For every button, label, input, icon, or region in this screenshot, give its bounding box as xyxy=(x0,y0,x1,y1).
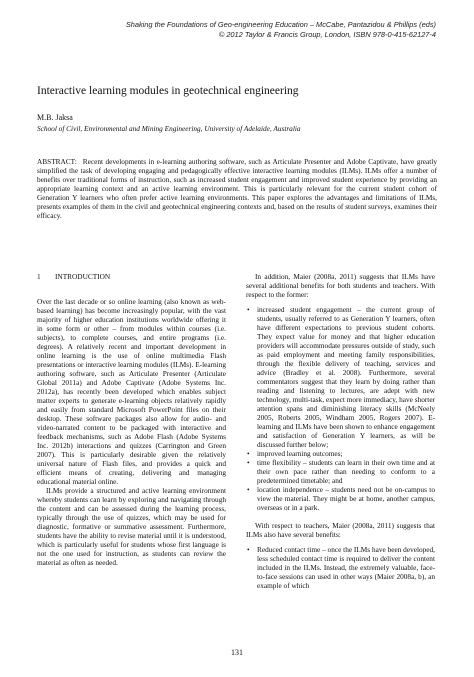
bullet-icon: • xyxy=(247,449,250,458)
author-name: M.B. Jaksa xyxy=(37,113,73,122)
abstract-text: Recent developments in e-learning authoring software, such as Articulate Presenter and Adobe Captivate, have greatly simplified the task of developing engaging and pedagogically effective interactive learning modules (ILMs). ILMs offer a number of benefits over traditional forms of instruction, such as increased student engagement and improved student experience by providing an appropriate learning context and an active learning environment. This is particularly relevant for the current student cohort of Generation Y learners who often prefer active learning environments. This paper explores the advantages and limitations of ILMs, presents examples of them in the civil and geotechnical engineering contexts and, based on the results of student surveys, examines their efficacy. xyxy=(37,157,437,220)
left-column xyxy=(37,272,226,567)
list-item-text: improved learning outcomes; xyxy=(257,449,343,458)
section-number: 1 xyxy=(37,272,41,281)
page-number: 131 xyxy=(231,648,243,657)
paragraph: With respect to teachers, Maier (2008a, 2011) suggests that ILMs also have several benefits: xyxy=(246,521,435,539)
header-line-2: © 2012 Taylor & Francis Group, London, ISBN 978-0-415-62127-4 xyxy=(218,30,436,39)
list-item xyxy=(246,485,435,512)
list-item-text: increased student engagement – the current group of students, usually referred to as Generation Y learners, often have different expectations to previous student cohorts. They expect value for money and that higher education providers will accommodate pressures outside of study, such as paid employment and meeting family responsibilities, through the flexible delivery of teaching, services and advice (Bradley et al. 2008). Furthermore, several commentators suggest that they learn by doing rather than reading and listening to lectures, are adept with new technology, multi-task, expect more immediacy, have shorter attention spans and diminishing literacy skills (McNeely 2005, Roberts 2005, Windham 2005, Rogers 2007). E-learning and ILMs have been shown to enhance engagement and satisfaction of Generation Y learners, as will be discussed further below; xyxy=(257,305,435,449)
list-item-text: location independence – students need not be on-campus to view the material. They might be at home, another campus, overseas or in a park. xyxy=(257,485,435,512)
bullet-list xyxy=(246,545,435,590)
list-item xyxy=(246,449,435,458)
section-heading xyxy=(37,272,226,281)
header-line-1: Shaking the Foundations of Geo-engineering Education – McCabe, Pantazidou & Phillips (eds) xyxy=(125,20,436,29)
section-title: INTRODUCTION xyxy=(55,272,111,281)
running-header xyxy=(126,20,436,40)
bullet-icon: • xyxy=(247,458,250,467)
list-item xyxy=(246,305,435,449)
abstract xyxy=(37,157,437,220)
abstract-label: ABSTRACT: xyxy=(37,157,77,166)
bullet-icon: • xyxy=(247,545,250,554)
bullet-icon: • xyxy=(247,485,250,494)
paragraph: Over the last decade or so online learning (also known as web-based learning) has become increasingly popular, with the vast majority of higher education institutions worldwide offering it in some form or other – from modules within courses (i.e. subjects), to complete courses, and entire programs (i.e. degrees). A relatively recent and important development in online learning is the use of online multimedia Flash presentations or interactive learning modules (ILMs). E-learning authoring software, such as Articulate Presenter (Articulate Global 2011a) and Adobe Captivate (Adobe Systems Inc. 2012a), has recently been developed which enables subject matter experts to generate e-learning objects relatively rapidly and easily from standard Microsoft PowerPoint files on their desktop. These software packages also allow for audio- and video-narrated content to be packaged with interactive and feedback mechanisms, such as Adobe Flash (Adobe Systems Inc. 2012b) interactions and quizzes (Carrington and Green 2007). This is particularly desirable given the relatively universal nature of Flash files, and provides a quick and efficient means of creating, delivering and managing educational material online. xyxy=(37,297,226,486)
list-item-text: Reduced contact time – once the ILMs have been developed, less scheduled contact time is required to deliver the content included in the ILMs. Instead, the extremely valuable, face-to-face sessions can used in other ways (Maier 2008a, b), an example of which xyxy=(257,545,435,590)
paragraph: In addition, Maier (2008a, 2011) suggests that ILMs have several additional benefits for both students and teachers. With respect to the former: xyxy=(246,272,435,299)
list-item-text: time flexibility – students can learn in their own time and at their own pace rather than needing to conform to a predetermined timetable; and xyxy=(257,458,435,485)
list-item xyxy=(246,545,435,590)
bullet-icon: • xyxy=(247,305,250,314)
paragraph: ILMs provide a structured and active learning environment whereby students can learn by exploring and navigating through the content and can be assessed during the learning process, typically through the use of quizzes, which may be used for diagnostic, formative or summative assessment. Furthermore, students have the ability to revise material until it is understood, which is particularly useful for students whose first language is not the one used for instruction, as students can review the material as often as needed. xyxy=(37,486,226,567)
list-item xyxy=(246,458,435,485)
bullet-list xyxy=(246,305,435,512)
right-column xyxy=(246,272,435,590)
paper-title: Interactive learning modules in geotechnical engineering xyxy=(37,85,299,97)
author-affiliation: School of Civil, Environmental and Mining Engineering, University of Adelaide, Australia xyxy=(37,124,301,133)
